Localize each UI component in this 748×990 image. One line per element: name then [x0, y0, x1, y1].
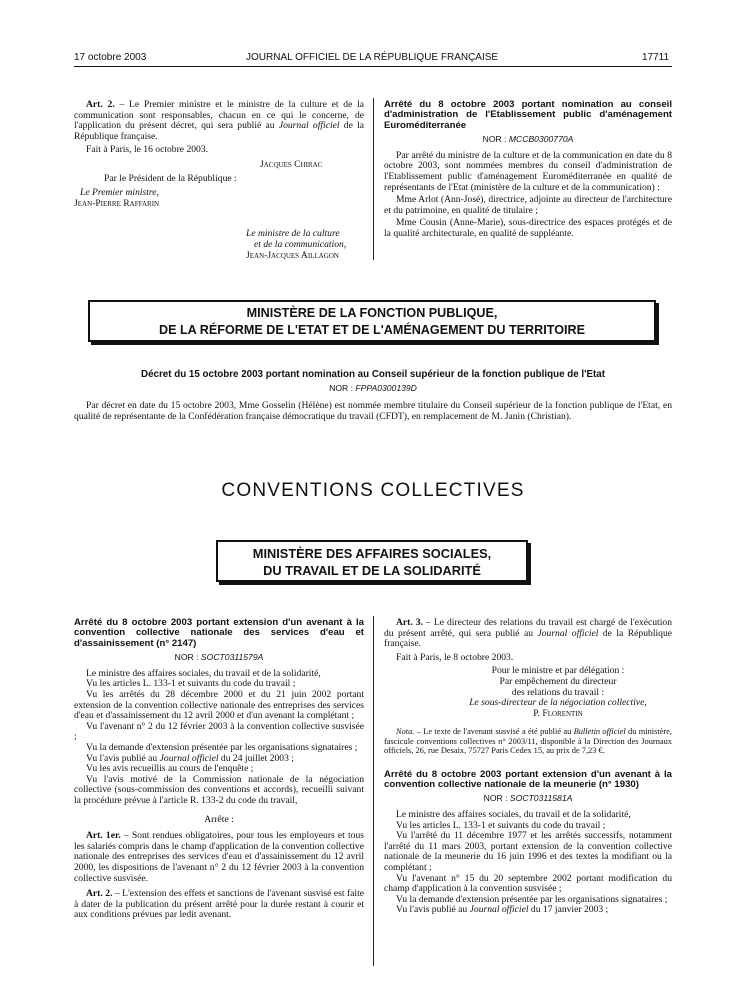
vu-avis-line: Vu l'avis publié au Journal officiel du 17 janvier 2003 ; [396, 904, 609, 916]
header-date: 17 octobre 2003 [74, 52, 147, 63]
vu-line: Vu l'avenant n° 15 du 20 septembre 2002 portant modification du champ d'application à la convention susvisée ; [384, 872, 672, 895]
signature-line: Pour le ministre et par délégation : [491, 665, 625, 677]
header-journal: JOURNAL OFFICIEL DE LA RÉPUBLIQUE FRANÇAISE [246, 52, 499, 63]
vu-line: Le ministre des affaires sociales, du travail et de la solidarité, [396, 808, 631, 820]
nor-reference: NOR : MCCB0300770A [482, 134, 574, 145]
signature-president: Jacques Chirac [260, 158, 323, 170]
vu-line: Vu la demande d'extension présentée par les organisations signataires ; [396, 893, 668, 905]
vu-line: Vu les avis recueillis au cours de l'enquête ; [86, 763, 254, 775]
ministry-line-1: MINISTÈRE DE LA FONCTION PUBLIQUE, [246, 306, 498, 320]
art1-paragraph: Art. 1er. – Sont rendues obligatoires, pour tous les employeurs et tous les salariés compris dans le champ d'application de la convention collective nationale des entreprises des services d'eau et d'assainissement du 12 avril 2000, les dispositions de l'avenant n° 2 du 12 février 2003 à la convention collective susvisée. [74, 830, 364, 884]
pm-name: Jean-Pierre Raffarin [74, 197, 160, 209]
vu-line: Vu la demande d'extension présentée par les organisations signataires ; [86, 741, 358, 753]
vu-line: Vu les articles L. 133-1 et suivants du code du travail ; [86, 678, 296, 690]
minister-title-2: et de la communication, [254, 238, 347, 250]
ministry-fonction-publique-box [88, 300, 656, 342]
par-le-president: Par le Président de la République : [104, 172, 237, 184]
arrete-eau-title: Arrêté du 8 octobre 2003 portant extension d'un avenant à la convention collective nationale des services d'eau et d'assainissement (n° 2147) [74, 617, 364, 649]
vu-avis-line: Vu l'avis publié au Journal officiel du 24 juillet 2003 ; [86, 752, 294, 764]
nor-reference: NOR : FPPA0300139D [329, 383, 417, 393]
signature-name: P. Florentin [533, 707, 583, 719]
decret-text: Par décret en date du 15 octobre 2003, Mme Gosselin (Hélène) est nommée membre titulaire du Conseil supérieur de la fonction publique de l'Etat, en qualité de représentante de la Confédération française démocratique du travail (CFDT), en remplacement de M. Janin (Christian). [74, 400, 672, 422]
signature-line: Par empêchement du directeur [499, 675, 617, 687]
header-page-number: 17711 [642, 52, 670, 63]
minister-name: Jean-Jacques Aillagon [246, 249, 339, 261]
vu-line: Vu l'avis motivé de la Commission nationale de la négociation collective (sous-commission des conventions et accords), recueilli suivant la procédure prévue à l'article R. 133-2 du code du travail, [74, 773, 364, 806]
column-divider-top [373, 98, 374, 260]
art2-paragraph: Art. 2. – Le Premier ministre et le ministre de la culture et de la communication sont responsables, chacun en ce qui le concerne, de l'application du présent décret, qui sera publié au Journal officiel de la République française. [74, 99, 365, 142]
paragraph: Par arrêté du ministre de la culture et de la communication en date du 8 octobre 2003, sont nommées membres du conseil d'administration de l'Etablissement public d'aménagement Euroméditerranée en qualité de représentants de l'Etat (ministère de la culture et de la communication) : [384, 149, 672, 193]
header-rule [74, 66, 672, 67]
section-title: CONVENTIONS COLLECTIVES [221, 480, 525, 501]
vu-line: Vu les articles L. 133-1 et suivants du code du travail ; [396, 819, 606, 831]
top-right-column [384, 100, 672, 242]
column-divider-bottom [373, 616, 374, 966]
nor-reference: NOR : SOCT0311579A [174, 652, 264, 663]
nota-paragraph: Nota. – Le texte de l'avenant susvisé a été publié au Bulletin officiel du ministère, fascicule conventions collectives n° 2003/11, disponible à la Direction des Journaux officiels, 26, rue Desaix, 75727 Paris Cedex 15, au prix de 7,23 €. [384, 727, 672, 756]
signature-line: des relations du travail : [511, 686, 605, 698]
vu-line: Vu l'avenant n° 2 du 12 février 2003 à la convention collective susvisée ; [74, 720, 364, 743]
vu-line: Vu les arrêtés du 28 décembre 2000 et du 21 juin 2002 portant extension de la convention collective nationale des entreprises des services d'eau et d'assainissement du 12 avril 2000 et d'un avenant la complétant ; [74, 689, 364, 722]
signature-line: Le sous-directeur de la négociation collective, [469, 697, 647, 709]
fait-a-paris: Fait à Paris, le 16 octobre 2003. [86, 144, 209, 156]
ministry-line-2: DU TRAVAIL ET DE LA SOLIDARITÉ [263, 563, 481, 578]
art2-paragraph: Art. 2. – L'extension des effets et sanctions de l'avenant susvisé est faite à dater de la publication du présent arrêté pour la durée restant à courir et aux conditions prévues par ledit avenant. [74, 888, 364, 921]
paragraph: Mme Cousin (Anne-Marie), sous-directrice des espaces protégés et de la qualité architecturale, en qualité de suppléante. [384, 217, 672, 239]
top-left-column [74, 100, 364, 263]
arrete-meunerie-title: Arrêté du 8 octobre 2003 portant extension d'un avenant à la convention collective nationale de la meunerie (n° 1930) [384, 768, 672, 790]
arrete-euromediterranee-title: Arrêté du 8 octobre 2003 portant nomination au conseil d'administration de l'Etablissement public d'aménagement Euroméditerranée [384, 99, 672, 131]
vu-line: Le ministre des affaires sociales, du travail et de la solidarité, [86, 667, 321, 679]
vu-line: Vu l'arrêté du 11 décembre 1977 et les arrêtés successifs, notamment l'arrêté du 11 mars 2003, portant extension de la convention collective nationale de la meunerie du 16 juin 1996 et des textes la modifiant ou la complétant ; [384, 830, 672, 873]
minister-title-1: Le ministre de la culture [246, 228, 340, 240]
nor-reference: NOR : SOCT0311581A [483, 793, 573, 804]
ministry-line-1: MINISTÈRE DES AFFAIRES SOCIALES, [252, 546, 492, 561]
arrete-label: Arrête : [204, 813, 234, 825]
pm-title: Le Premier ministre, [80, 187, 159, 199]
art3-paragraph: Art. 3. – Le directeur des relations du travail est chargé de l'exécution du présent arrêté, qui sera publié au Journal officiel de la République française. [384, 617, 673, 650]
ministry-line-2: DE LA RÉFORME DE L'ETAT ET DE L'AMÉNAGEMENT DU TERRITOIRE [158, 323, 585, 337]
ministry-affaires-sociales-box [216, 540, 528, 582]
paragraph: Mme Arlot (Ann-José), directrice, adjointe au directeur de l'architecture et du patrimoine, en qualité de titulaire ; [384, 194, 672, 216]
decret-title: Décret du 15 octobre 2003 portant nomination au Conseil supérieur de la fonction publique de l'Etat [141, 369, 605, 380]
bottom-left-column [74, 618, 364, 923]
fait-a-paris: Fait à Paris, le 8 octobre 2003. [396, 651, 514, 663]
bottom-right-column [384, 618, 672, 918]
